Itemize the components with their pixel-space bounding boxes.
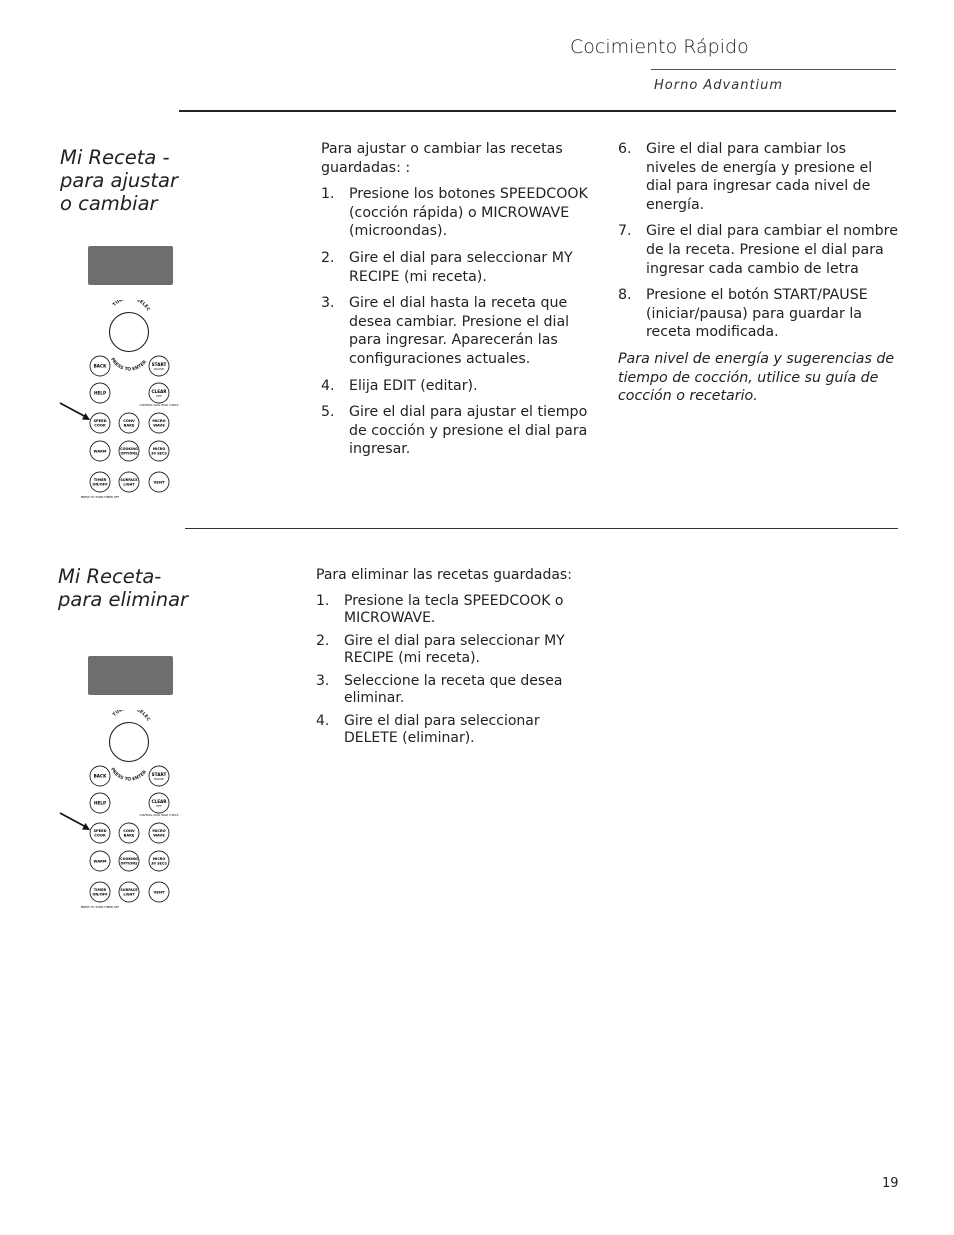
list-item: 2. Gire el dial para seleccionar MY RECIPE (mi receta).	[321, 249, 573, 285]
section2-intro: Para eliminar las recetas guardadas:	[316, 567, 572, 583]
list-item: 4. Elija EDIT (editar).	[321, 377, 478, 394]
svg-text:HELP: HELP	[93, 390, 107, 396]
button-start	[149, 766, 169, 786]
dial-top-label: TUR SELEC	[112, 300, 151, 313]
section1-column-left	[321, 140, 596, 467]
svg-text:PRESS TO TURN TIMER OFF: PRESS TO TURN TIMER OFF	[80, 905, 120, 909]
svg-text:CONV: CONV	[123, 829, 135, 833]
svg-text:ON/OFF: ON/OFF	[92, 892, 108, 897]
svg-text:OPTIONS: OPTIONS	[120, 861, 138, 866]
svg-text:BAKE: BAKE	[123, 833, 135, 838]
svg-text:SPEED: SPEED	[93, 829, 107, 833]
svg-text:SURFACE: SURFACE	[120, 478, 138, 482]
dial	[110, 723, 149, 762]
button-clear	[140, 793, 179, 817]
section2-column	[316, 566, 591, 753]
list-item: 7. Gire el dial para cambiar el nombre de la receta. Presione el dial para ingresar cada cambio de letra	[618, 223, 898, 277]
control-panel-illustration	[56, 710, 186, 924]
section2-heading	[58, 565, 188, 611]
button-vent	[149, 882, 169, 902]
heading-line: Mi Receta -	[60, 146, 170, 169]
button-surface-light	[119, 882, 139, 902]
section1-column-right	[618, 140, 898, 406]
svg-text:CONTROL LOCK HOLD 3 SECS: CONTROL LOCK HOLD 3 SECS	[139, 404, 179, 407]
button-speed-cook	[90, 413, 110, 433]
section1-note: Para nivel de energía y sugerencias de tiempo de cocción, utilice su guía de cocción o recetario.	[618, 350, 895, 405]
button-help	[90, 383, 110, 403]
svg-text:BAKE: BAKE	[123, 423, 135, 428]
button-conv-bake	[119, 413, 139, 433]
heading-line: para eliminar	[58, 588, 189, 611]
button-timer	[81, 882, 120, 909]
svg-text:TURN TO SELECT	[56, 300, 152, 313]
svg-text:MICRO: MICRO	[152, 419, 166, 423]
svg-text:VENT: VENT	[153, 479, 165, 485]
arrow-icon	[60, 813, 90, 830]
button-back	[90, 766, 110, 786]
svg-text:SPEED: SPEED	[93, 419, 107, 423]
section1-heading	[60, 146, 178, 215]
button-start	[149, 356, 169, 376]
arrow-icon	[60, 403, 90, 420]
list-item: 1. Presione los botones SPEEDCOOK (cocción rápida) o MICROWAVE (microondas).	[321, 186, 588, 240]
svg-text:OPTIONS: OPTIONS	[120, 451, 138, 456]
svg-text:PRESS TO TURN TIMER OFF: PRESS TO TURN TIMER OFF	[80, 495, 120, 499]
svg-text:LIGHT: LIGHT	[123, 892, 135, 897]
header-divider	[179, 110, 896, 112]
button-micro-30	[149, 441, 169, 461]
section1-intro: Para ajustar o cambiar las recetas guardadas: :	[321, 141, 563, 176]
list-item: 6. Gire el dial para cambiar los niveles de energía y presione el dial para ingresar cada nivel de energía.	[618, 141, 873, 213]
svg-text:PRESS TO ENTER	[109, 357, 148, 373]
control-panel-illustration	[56, 300, 186, 514]
button-speed-cook	[90, 823, 110, 843]
svg-text:PAUSE: PAUSE	[154, 367, 164, 371]
button-cooking-options	[119, 441, 139, 461]
svg-text:PRESS TO ENTER	[109, 767, 148, 783]
display-window	[88, 246, 173, 285]
svg-text:WAVE: WAVE	[153, 833, 165, 838]
button-back	[90, 356, 110, 376]
svg-text:COOKING: COOKING	[120, 447, 138, 451]
svg-text:ON/OFF: ON/OFF	[92, 482, 108, 487]
dial-bottom-label: PRESS TO ENTER	[109, 767, 148, 783]
section-divider	[185, 528, 898, 529]
button-vent	[149, 472, 169, 492]
svg-text:30 SECS: 30 SECS	[151, 861, 167, 866]
section1-steps-b	[618, 140, 898, 342]
svg-text:MICRO: MICRO	[152, 857, 166, 861]
button-micro-30	[149, 851, 169, 871]
dial-top-label: TUR SELEC	[112, 710, 151, 723]
svg-text:MICRO: MICRO	[152, 829, 166, 833]
svg-text:WAVE: WAVE	[153, 423, 165, 428]
svg-text:START: START	[151, 772, 167, 777]
svg-text:COOK: COOK	[94, 423, 106, 428]
list-item: 3. Gire el dial hasta la receta que desea cambiar. Presione el dial para ingresar. Aparecerán las configuraciones actuales.	[321, 295, 570, 367]
section2-steps	[316, 593, 591, 747]
page-title: Cocimiento Rápido	[570, 36, 749, 58]
svg-text:COOKING: COOKING	[120, 857, 138, 861]
page-number: 19	[882, 1176, 899, 1191]
svg-text:BACK: BACK	[93, 363, 107, 369]
heading-line: o cambiar	[60, 192, 158, 215]
control-panel-svg	[56, 300, 186, 510]
svg-text:OFF: OFF	[156, 804, 162, 808]
svg-text:SURFACE: SURFACE	[120, 888, 138, 892]
display-window	[88, 656, 173, 695]
svg-text:TIMER: TIMER	[93, 478, 107, 482]
dial	[110, 313, 149, 352]
button-help	[90, 793, 110, 813]
section1-steps-a	[321, 185, 596, 459]
button-conv-bake	[119, 823, 139, 843]
svg-text:LIGHT: LIGHT	[123, 482, 135, 487]
svg-text:TURN TO SELECT	[56, 710, 152, 723]
button-warm	[90, 441, 110, 461]
heading-line: Mi Receta-	[58, 565, 162, 588]
svg-text:COOK: COOK	[94, 833, 106, 838]
svg-text:OFF: OFF	[156, 394, 162, 398]
button-cooking-options	[119, 851, 139, 871]
svg-text:30 SECS: 30 SECS	[151, 451, 167, 456]
button-surface-light	[119, 472, 139, 492]
svg-text:PAUSE: PAUSE	[154, 777, 164, 781]
list-item: 4. Gire el dial para seleccionar DELETE (eliminar).	[316, 712, 540, 746]
list-item: 5. Gire el dial para ajustar el tiempo de cocción y presione el dial para ingresar.	[321, 404, 588, 458]
list-item: 1. Presione la tecla SPEEDCOOK o MICROWAVE.	[316, 592, 564, 626]
svg-text:HELP: HELP	[93, 800, 107, 806]
svg-text:MICRO: MICRO	[152, 447, 166, 451]
list-item: 3. Seleccione la receta que desea eliminar.	[316, 672, 563, 706]
page-subtitle: Horno Advantium	[654, 78, 784, 93]
button-clear	[140, 383, 179, 407]
svg-text:CLEAR: CLEAR	[151, 799, 167, 804]
svg-text:START: START	[151, 362, 167, 367]
svg-text:WARM: WARM	[93, 859, 107, 864]
svg-text:CONTROL LOCK HOLD 3 SECS: CONTROL LOCK HOLD 3 SECS	[139, 814, 179, 817]
svg-text:TIMER: TIMER	[93, 888, 107, 892]
control-panel-svg	[56, 710, 186, 920]
list-item: 2. Gire el dial para seleccionar MY RECIPE (mi receta).	[316, 632, 565, 666]
button-warm	[90, 851, 110, 871]
button-microwave	[149, 413, 169, 433]
svg-text:VENT: VENT	[153, 889, 165, 895]
button-microwave	[149, 823, 169, 843]
button-timer	[81, 472, 120, 499]
dial-bottom-label: PRESS TO ENTER	[109, 357, 148, 373]
svg-text:CONV: CONV	[123, 419, 135, 423]
heading-line: para ajustar	[60, 169, 178, 192]
list-item: 8. Presione el botón START/PAUSE (iniciar/pausa) para guardar la receta modificada.	[618, 287, 868, 341]
svg-text:BACK: BACK	[93, 773, 107, 779]
svg-text:WARM: WARM	[93, 449, 107, 454]
svg-text:CLEAR: CLEAR	[151, 389, 167, 394]
subtitle-rule	[651, 69, 896, 70]
